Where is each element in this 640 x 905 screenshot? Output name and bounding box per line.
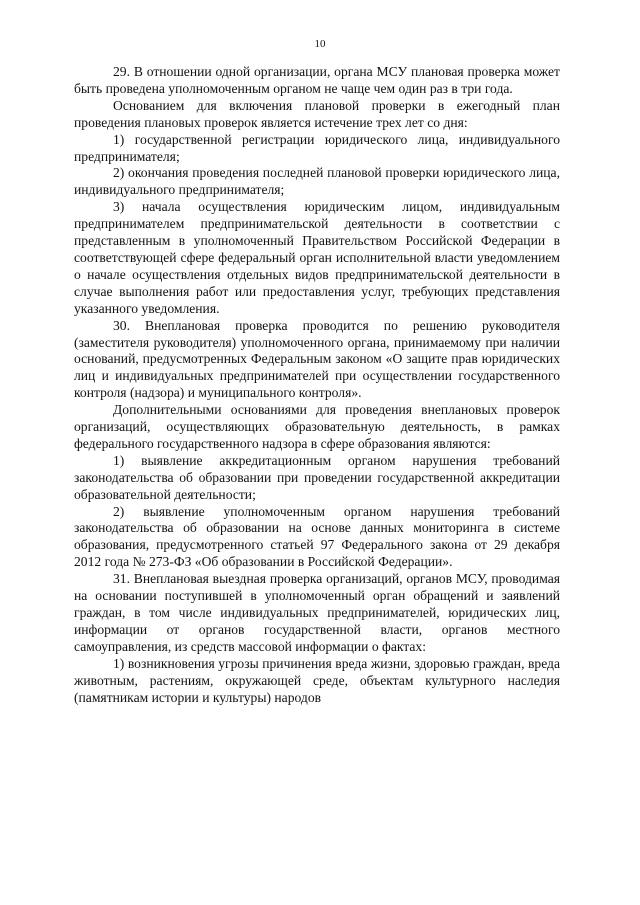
page-number: 10 <box>314 38 326 50</box>
paragraph-additional-grounds: Дополнительными основаниями для проведения внеплановых проверок организаций, осуществляющих образовательную деятельность, в рамках федерального государственного надзора в сфере образования являются: <box>74 402 560 451</box>
list-item-last-check: 2) окончания проведения последней плановой проверки юридического лица, индивидуального предпринимателя; <box>74 165 560 198</box>
paragraph-31: 31. Внеплановая выездная проверка организаций, органов МСУ, проводимая на основании поступившей в уполномоченный орган обращений и заявлений граждан, в том числе индивидуальных предпринимателей, юридических лиц, информации от органов государственной власти, органов местного самоуправления, из средств массовой информации о фактах: <box>74 571 560 654</box>
paragraph-planned-check-basis: Основанием для включения плановой проверки в ежегодный план проведения плановых проверок является истечение трех лет со дня: <box>74 97 560 130</box>
paragraph-30: 30. Внеплановая проверка проводится по решению руководителя (заместителя руководителя) уполномоченного органа, принимаемому при наличии оснований, предусмотренных Федеральным законом «О защите прав юридических лиц и индивидуальных предпринимателей при осуществлении государственного контроля (надзора) и муниципального контроля». <box>74 317 560 401</box>
list-item-monitoring-violation: 2) выявление уполномоченным органом нарушения требований законодательства об образовании на основе данных мониторинга в системе образования, предусмотренного статьей 97 Федерального закона от 29 декабря 2012 года № 273-ФЗ «Об образовании в Российской Федерации». <box>74 503 560 570</box>
paragraph-29: 29. В отношении одной организации, органа МСУ плановая проверка может быть проведена уполномоченным органом не чаще чем один раз в три года. <box>74 64 560 96</box>
list-item-threat: 1) возникновения угрозы причинения вреда жизни, здоровью граждан, вреда животным, растениям, окружающей среде, объектам культурного наследия (памятникам истории и культуры) народов <box>74 655 560 705</box>
list-item-activity-start: 3) начала осуществления юридическим лицом, индивидуальным предпринимателем предпринимательской деятельности в соответствии с представленным в уполномоченный Правительством Российской Федерации в соответствующей сфере федеральный орган исполнительной власти уведомлением о начале осуществления отдельных видов предпринимательской деятельности в случае выполнения работ или предоставления услуг, требующих представления указанного уведомления. <box>74 199 560 316</box>
list-item-accreditation-violation: 1) выявление аккредитационным органом нарушения требований законодательства об образовании при проведении государственной аккредитации образовательной деятельности; <box>74 452 560 502</box>
list-item-registration: 1) государственной регистрации юридического лица, индивидуального предпринимателя; <box>74 131 560 164</box>
document-body <box>74 64 560 706</box>
